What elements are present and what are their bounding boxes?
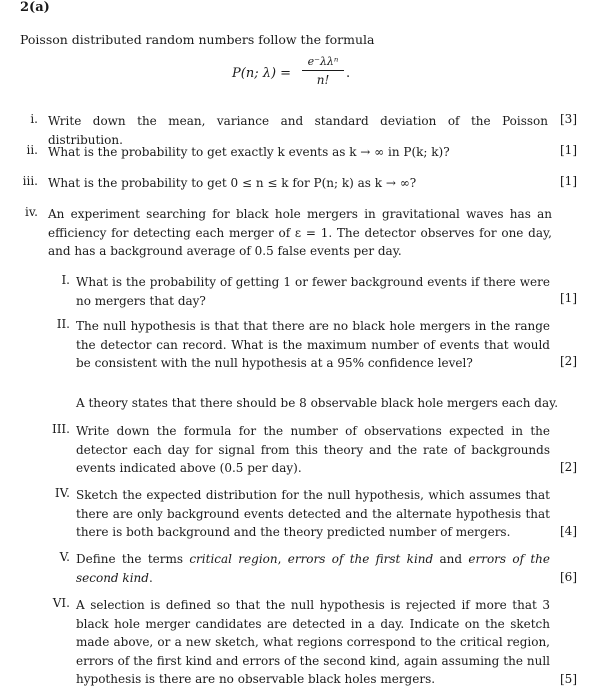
subpart-text: [76, 550, 550, 587]
marks: [6]: [560, 570, 577, 584]
subpart-text: Sketch the expected distribution for the null hypothesis, which assumes that there are only background events detected and the alternate hypothesis that there is both background and the theory predicted number of mergers.: [76, 488, 550, 539]
formula-fraction: [302, 55, 344, 87]
part-text: Write down the mean, variance and standard deviation of the Poisson distribution.: [48, 114, 548, 147]
marks: [1]: [560, 174, 577, 188]
marks: [4]: [560, 524, 577, 538]
intro-text: Poisson distributed random numbers follow the formula: [20, 32, 375, 47]
poisson-formula: [232, 55, 392, 95]
part-label: iv.: [24, 205, 38, 219]
formula-end: .: [346, 66, 351, 81]
define-text: Define the terms: [76, 552, 190, 566]
subpart-label: V.: [59, 550, 70, 564]
formula-denominator: n!: [316, 73, 330, 87]
term-first-kind: errors of the first kind: [287, 552, 434, 566]
formula-lhs: P(n; λ) =: [232, 66, 292, 81]
sentence-end: .: [148, 570, 153, 585]
term-second-kind: errors of the second kind: [76, 552, 550, 585]
term-critical-region: critical region: [189, 552, 278, 566]
formula-numerator: e⁻λλⁿ: [307, 55, 339, 68]
part-label: iii.: [22, 174, 38, 188]
marks: [1]: [560, 143, 577, 157]
subpart-text: What is the probability of getting 1 or fewer background events if there were no mergers that day?: [76, 275, 550, 308]
subpart-label: VI.: [52, 596, 70, 610]
part-label: ii.: [26, 143, 38, 157]
part-text: What is the probability to get 0 ≤ n ≤ k for P(n; k) as k → ∞?: [48, 176, 417, 190]
marks: [1]: [560, 291, 577, 305]
marks: [2]: [560, 354, 577, 368]
part-label: i.: [30, 112, 38, 126]
subpart-label: I.: [61, 273, 70, 287]
part-text: An experiment searching for black hole mergers in gravitational waves has an efficiency for detecting each merger of ε = 1. The detector observes for one day, and has a background average of 0.5 false events per day.: [48, 207, 552, 258]
subpart-text: The null hypothesis is that that there are no black hole mergers in the range the detector can record. What is the maximum number of events that would be consistent with the null hypothesis at a 95% confidence level?: [76, 319, 550, 370]
separator: and: [433, 552, 469, 566]
marks: [5]: [560, 672, 577, 686]
subpart-text: Write down the formula for the number of observations expected in the detector each day for signal from this theory and the rate of backgrounds events indicated above (0.5 per day).: [76, 424, 550, 475]
question-heading: 2(a): [20, 0, 50, 15]
subpart-label: II.: [56, 317, 70, 331]
subpart-label: III.: [51, 422, 70, 436]
part-text: What is the probability to get exactly k events as k → ∞ in P(k; k)?: [48, 145, 450, 159]
theory-note: A theory states that there should be 8 observable black hole mergers each day.: [76, 396, 559, 410]
subpart-label: IV.: [54, 486, 70, 500]
fraction-bar: [302, 70, 344, 71]
marks: [3]: [560, 112, 577, 126]
marks: [2]: [560, 460, 577, 474]
subpart-text: A selection is defined so that the null hypothesis is rejected if more that 3 black hole merger candidates are detected in a day. Indicate on the sketch made above, or a new sketch, what regions correspond to the critical region, errors of the first kind and errors of the second kind, again assuming the null hypothesis is there are no observable black holes mergers.: [76, 598, 550, 686]
separator: ,: [277, 552, 288, 566]
